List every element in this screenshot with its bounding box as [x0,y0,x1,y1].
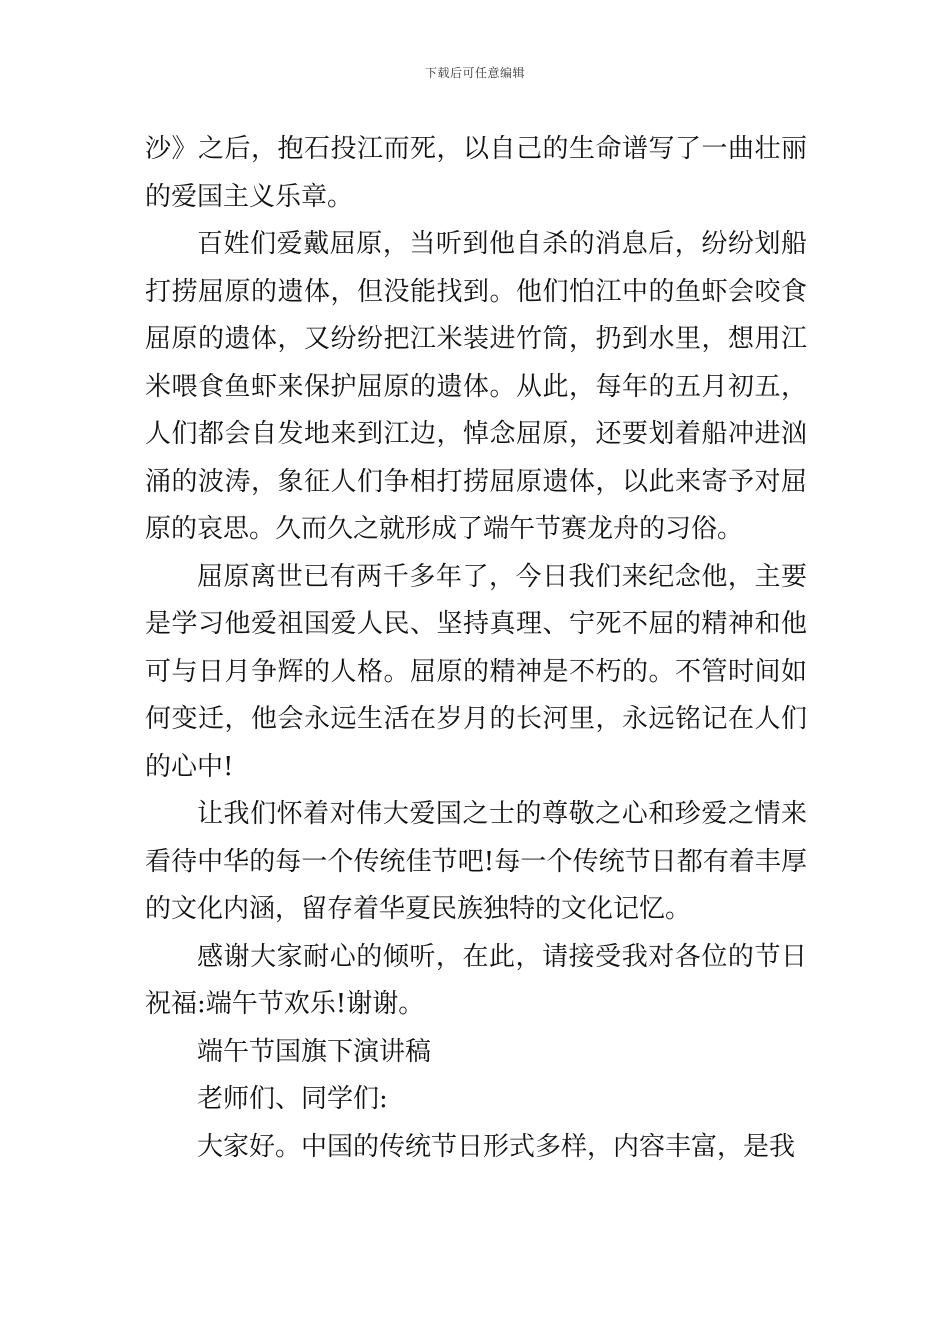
paragraph-1: 沙》之后，抱石投江而死，以自己的生命谱写了一曲壮丽的爱国主义乐章。 [145,134,807,212]
paragraph-5: 感谢大家耐心的倾听，在此，请接受我对各位的节日祝福:端午节欢乐!谢谢。 [145,941,807,1019]
paragraph-3: 屈原离世已有两千多年了，今日我们来纪念他，主要是学习他爱祖国爱人民、坚持真理、宁死不屈的精神和他可与日月争辉的人格。屈原的精神是不朽的。不管时间如何变迁，他会永远生活在岁月的长河里，永远铭记在人们的心中! [145,561,807,782]
document-body [145,126,807,1171]
salutation: 老师们、同学们: [197,1084,388,1114]
paragraph-4: 让我们怀着对伟大爱国之士的尊敬之心和珍爱之情来看待中华的每一个传统佳节吧!每一个传统节日都有着丰厚的文化内涵，留存着华夏民族独特的文化记忆。 [145,799,807,924]
speech-title: 端午节国旗下演讲稿 [197,1036,432,1067]
page-header: 下载后可任意编辑 [424,66,525,80]
paragraph-opening: 大家好。中国的传统节日形式多样，内容丰富，是我 [197,1131,796,1162]
paragraph-2: 百姓们爱戴屈原，当听到他自杀的消息后，纷纷划船打捞屈原的遗体，但没能找到。他们怕江中的鱼虾会咬食屈原的遗体，又纷纷把江米装进竹筒，扔到水里，想用江米喂食鱼虾来保护屈原的遗体。从此，每年的五月初五，人们都会自发地来到江边，悼念屈原，还要划着船冲进汹涌的波涛，象征人们争相打捞屈原遗体，以此来寄予对屈原的哀思。久而久之就形成了端午节赛龙舟的习俗。 [145,229,807,544]
